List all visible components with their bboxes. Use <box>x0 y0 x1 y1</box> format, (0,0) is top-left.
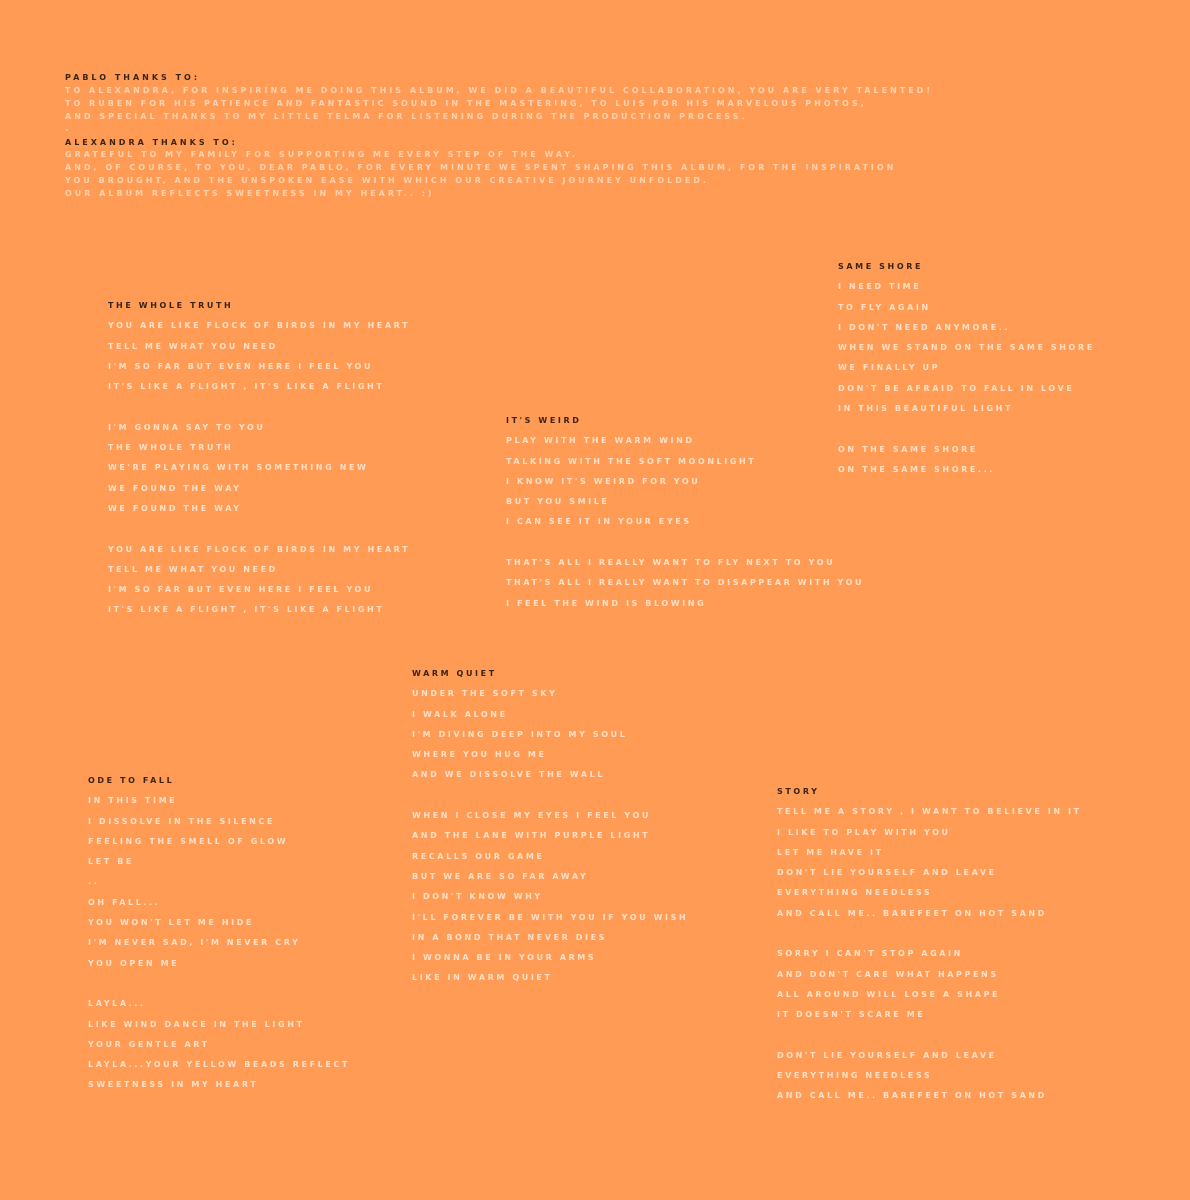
lyric-line <box>506 533 864 553</box>
lyric-line: LAYLA...YOUR YELLOW BEADS REFLECT <box>88 1060 350 1070</box>
lyric-line: EVERYTHING NEEDLESS <box>777 888 933 898</box>
lyric-line: FEELING THE SMELL OF GLOW <box>88 836 289 846</box>
credits-block <box>65 72 1165 201</box>
lyric-line: SWEETNESS IN MY HEART <box>88 1080 259 1090</box>
lyric-line: DON'T BE AFRAID TO FALL IN LOVE <box>838 383 1075 393</box>
lyric-line: I'M SO FAR BUT EVEN HERE I FEEL YOU <box>108 361 374 371</box>
pablo-thanks-title: PABLO THANKS TO: <box>65 73 201 82</box>
lyric-line: IN A BOND THAT NEVER DIES <box>412 932 608 942</box>
lyric-line: WE FOUND THE WAY <box>108 503 242 513</box>
lyric-line: TELL ME WHAT YOU NEED <box>108 341 278 351</box>
lyric-line <box>777 924 1082 944</box>
lyric-line: IT DOESN'T SCARE ME <box>777 1010 926 1020</box>
lyric-line: THE WHOLE TRUTH <box>108 443 234 453</box>
lyric-line: YOU OPEN ME <box>88 958 180 968</box>
lyric-line: EVERYTHING NEEDLESS <box>777 1071 933 1081</box>
song-title: THE WHOLE TRUTH <box>108 301 234 310</box>
lyric-line: UNDER THE SOFT SKY <box>412 689 558 699</box>
lyric-line: I'LL FOREVER BE WITH YOU IF YOU WISH <box>412 912 689 922</box>
lyric-line <box>108 397 410 417</box>
lyric-line: I KNOW IT'S WEIRD FOR YOU <box>506 476 701 486</box>
lyric-line <box>777 1026 1082 1046</box>
song-title: ODE TO FALL <box>88 776 175 785</box>
lyric-line: ON THE SAME SHORE <box>838 444 978 454</box>
lyric-line: I FEEL THE WIND IS BLOWING <box>506 598 707 608</box>
lyric-line: LET BE <box>88 857 134 867</box>
lyric-line: THAT'S ALL I REALLY WANT TO FLY NEXT TO YOU <box>506 558 836 568</box>
lyric-line <box>412 786 688 806</box>
lyric-line: IN THIS TIME <box>88 796 178 806</box>
credits-separator: - <box>65 124 72 134</box>
lyric-line: DON'T LIE YOURSELF AND LEAVE <box>777 1050 997 1060</box>
lyric-line: AND DON'T CARE WHAT HAPPENS <box>777 969 999 979</box>
pablo-thanks-line: TO RUBEN FOR HIS PATIENCE AND FANTASTIC SOUND IN THE MASTERING, TO LUIS FOR HIS MARVELOUS PHOTOS, <box>65 98 867 108</box>
lyric-line: AND THE LANE WITH PURPLE LIGHT <box>412 831 651 841</box>
song-title: SAME SHORE <box>838 262 924 271</box>
lyric-line: YOU ARE LIKE FLOCK OF BIRDS IN MY HEART <box>108 544 411 554</box>
lyric-line: WE'RE PLAYING WITH SOMETHING NEW <box>108 463 369 473</box>
lyric-line: I LIKE TO PLAY WITH YOU <box>777 827 951 837</box>
lyric-line: DON'T LIE YOURSELF AND LEAVE <box>777 868 997 878</box>
alexandra-thanks-line: GRATEFUL TO MY FAMILY FOR SUPPORTING ME EVERY STEP OF THE WAY. <box>65 150 578 160</box>
lyric-line: I'M GONNA SAY TO YOU <box>108 422 266 432</box>
lyric-line: TELL ME WHAT YOU NEED <box>108 564 278 574</box>
song-ode-to-fall <box>88 771 350 1096</box>
song-title: STORY <box>777 787 820 796</box>
song-title: IT'S WEIRD <box>506 416 582 425</box>
lyric-line: SORRY I CAN'T STOP AGAIN <box>777 949 963 959</box>
song-story <box>777 782 1082 1107</box>
lyric-line: I'M DIVING DEEP INTO MY SOUL <box>412 729 628 739</box>
lyric-line <box>838 419 1095 439</box>
alexandra-thanks-line: YOU BROUGHT, AND THE UNSPOKEN EASE WITH WHICH OUR CREATIVE JOURNEY UNFOLDED. <box>65 176 709 186</box>
lyric-line: I DON'T KNOW WHY <box>412 892 543 902</box>
lyric-line: AND CALL ME.. BAREFEET ON HOT SAND <box>777 1091 1047 1101</box>
lyric-line: IT'S LIKE A FLIGHT , IT'S LIKE A FLIGHT <box>108 605 385 615</box>
song-warm-quiet <box>412 664 688 989</box>
lyric-line: WE FOUND THE WAY <box>108 483 242 493</box>
lyric-line: WHERE YOU HUG ME <box>412 750 547 760</box>
lyric-line: TALKING WITH THE SOFT MOONLIGHT <box>506 456 757 466</box>
lyric-line: ON THE SAME SHORE... <box>838 464 995 474</box>
lyric-line: BUT YOU SMILE <box>506 497 610 507</box>
lyric-line: TO FLY AGAIN <box>838 302 931 312</box>
lyric-line: I WALK ALONE <box>412 709 508 719</box>
lyric-line: I CAN SEE IT IN YOUR EYES <box>506 517 692 527</box>
lyric-line: RECALLS OUR GAME <box>412 851 545 861</box>
lyric-line: WE FINALLY UP <box>838 363 941 373</box>
lyric-line: IN THIS BEAUTIFUL LIGHT <box>838 404 1014 414</box>
lyric-line: I WONNA BE IN YOUR ARMS <box>412 953 597 963</box>
lyric-line: I NEED TIME <box>838 282 922 292</box>
lyric-line: I DISSOLVE IN THE SILENCE <box>88 816 275 826</box>
lyric-line: LIKE WIND DANCE IN THE LIGHT <box>88 1019 305 1029</box>
lyric-line: PLAY WITH THE WARM WIND <box>506 436 695 446</box>
lyric-line: YOUR GENTLE ART <box>88 1039 210 1049</box>
lyric-line: TELL ME A STORY , I WANT TO BELIEVE IN IT <box>777 807 1082 817</box>
lyric-line: LET ME HAVE IT <box>777 847 884 857</box>
lyric-line: THAT'S ALL I REALLY WANT TO DISAPPEAR WITH YOU <box>506 578 865 588</box>
song-the-whole-truth <box>108 296 410 621</box>
lyric-line: AND WE DISSOLVE THE WALL <box>412 770 606 780</box>
lyric-line: ALL AROUND WILL LOSE A SHAPE <box>777 989 1001 999</box>
lyric-line: WHEN I CLOSE MY EYES I FEEL YOU <box>412 811 651 821</box>
lyric-line: IT'S LIKE A FLIGHT , IT'S LIKE A FLIGHT <box>108 382 385 392</box>
lyric-line: I DON'T NEED ANYMORE.. <box>838 322 1010 332</box>
lyric-line: .. <box>88 877 100 887</box>
alexandra-thanks-title: ALEXANDRA THANKS TO: <box>65 137 238 147</box>
lyric-line: YOU ARE LIKE FLOCK OF BIRDS IN MY HEART <box>108 321 411 331</box>
lyric-line <box>88 974 350 994</box>
lyric-line: AND CALL ME.. BAREFEET ON HOT SAND <box>777 908 1047 918</box>
song-title: WARM QUIET <box>412 669 497 678</box>
lyric-line: OH FALL... <box>88 897 161 907</box>
alexandra-thanks-line: AND, OF COURSE, TO YOU, DEAR PABLO, FOR EVERY MINUTE WE SPENT SHAPING THIS ALBUM, FOR THE INSPIRATION <box>65 163 897 173</box>
pablo-thanks-line: AND SPECIAL THANKS TO MY LITTLE TELMA FOR LISTENING DURING THE PRODUCTION PROCESS. <box>65 111 748 121</box>
song-same-shore <box>838 257 1095 480</box>
song-its-weird <box>506 411 864 614</box>
lyric-line: BUT WE ARE SO FAR AWAY <box>412 871 589 881</box>
pablo-thanks-line: TO ALEXANDRA, FOR INSPIRING ME DOING THIS ALBUM, WE DID A BEAUTIFUL COLLABORATION, YOU ARE VERY TALENTED! <box>65 85 933 95</box>
lyric-line: WHEN WE STAND ON THE SAME SHORE <box>838 343 1095 353</box>
lyric-line: I'M NEVER SAD, I'M NEVER CRY <box>88 938 301 948</box>
lyric-line <box>108 519 410 539</box>
lyric-line: I'M SO FAR BUT EVEN HERE I FEEL YOU <box>108 585 374 595</box>
lyric-line: LAYLA... <box>88 999 146 1009</box>
lyric-line: LIKE IN WARM QUIET <box>412 973 553 983</box>
alexandra-thanks-line: OUR ALBUM REFLECTS SWEETNESS IN MY HEART.. :) <box>65 189 435 199</box>
lyric-line: YOU WON'T LET ME HIDE <box>88 918 254 928</box>
